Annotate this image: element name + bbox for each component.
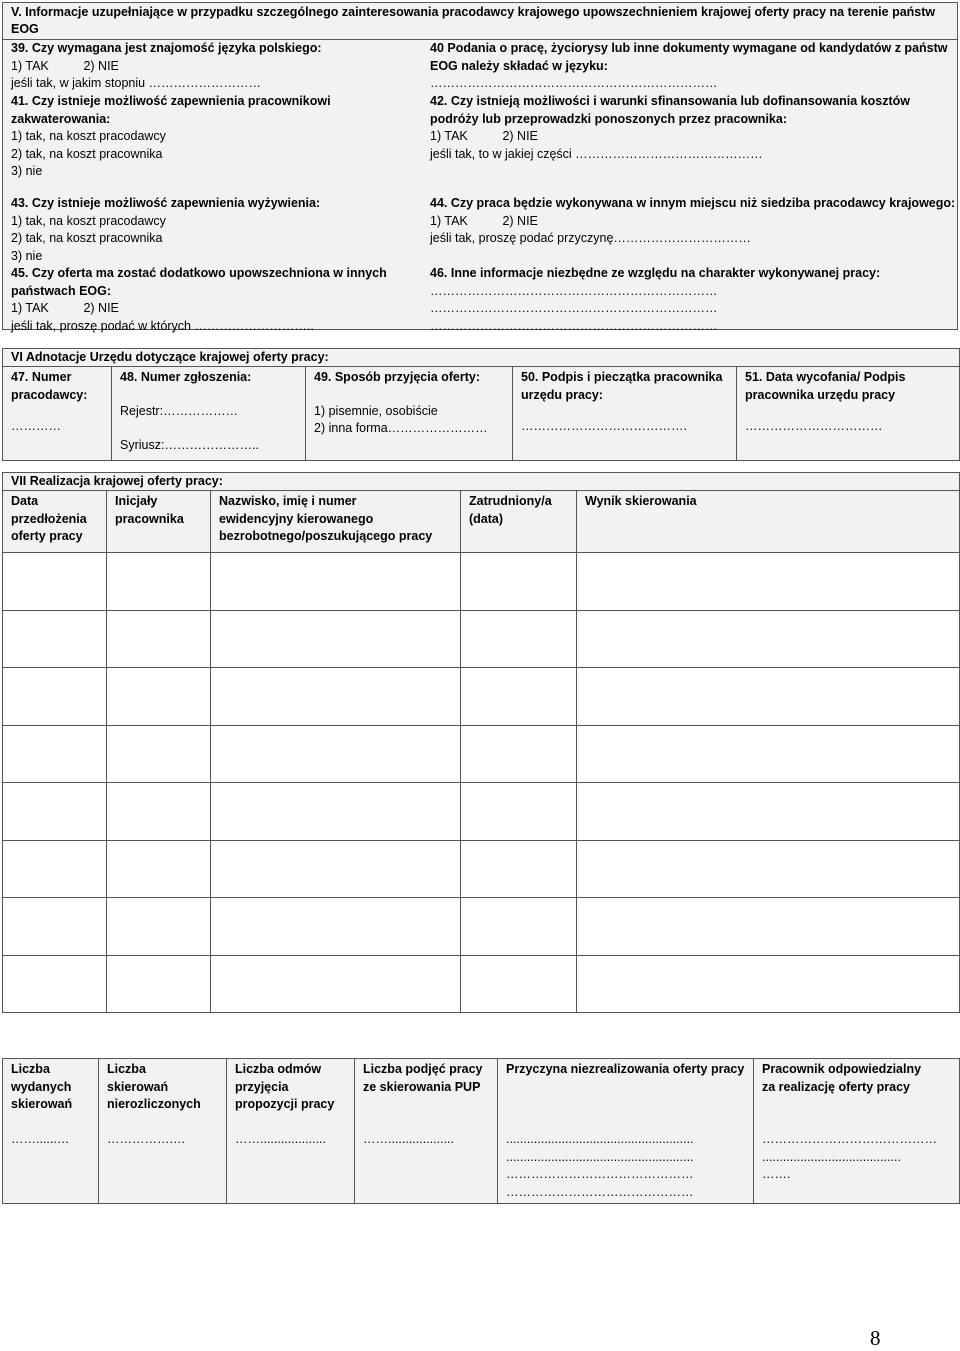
entry-cell[interactable] xyxy=(107,668,211,726)
section-vii-header-2: Nazwisko, imię i numer ewidencyjny kierowanego bezrobotnego/poszukującego pracy xyxy=(211,491,461,553)
section-vii-header-1: Inicjały pracownika xyxy=(107,491,211,553)
cell-48: 48. Numer zgłoszenia: Rejestr:……………… Syriusz:………………….. xyxy=(112,367,306,461)
summary-cell-4: Przyczyna niezrealizowania oferty pracy ...................................................... ...................................................... ……………………………………… ……………………………………… xyxy=(498,1059,754,1204)
table-row xyxy=(3,783,960,841)
table-row xyxy=(3,840,960,898)
section-vi-table xyxy=(2,348,960,461)
section-vii-title: VII Realizacja krajowej oferty pracy: xyxy=(11,474,223,488)
section-v xyxy=(2,2,958,333)
entry-cell[interactable] xyxy=(461,610,577,668)
table-row xyxy=(3,898,960,956)
summary-cell-1: Liczba skierowań nierozliczonych …………….… xyxy=(99,1059,227,1204)
cell-49: 49. Sposób przyjęcia oferty: 1) pisemnie, osobiście 2) inna forma…………………… xyxy=(306,367,513,461)
question-42: 42. Czy istnieją możliwości i warunki sfinansowania lub dofinansowania kosztów podróży lub przeprowadzki ponoszonych przez pracownika: 1) TAK 2) NIE jeśli tak, to w jakiej części ……………………………………… xyxy=(430,94,910,161)
section-vi-title: VI Adnotacje Urzędu dotyczące krajowej oferty pracy: xyxy=(11,350,329,364)
question-46: 46. Inne informacje niezbędne ze względu na charakter wykonywanej pracy: …………………………………………………………… …………………………………………………………… …………………………………………………………… xyxy=(430,266,881,333)
entry-cell[interactable] xyxy=(577,840,960,898)
summary-table xyxy=(2,1058,960,1204)
entry-cell[interactable] xyxy=(107,610,211,668)
question-44: 44. Czy praca będzie wykonywana w innym miejscu niż siedziba pracodawcy krajowego: 1) TAK 2) NIE jeśli tak, proszę podać przyczynę…………………………… xyxy=(430,196,956,245)
table-row xyxy=(3,725,960,783)
entry-cell[interactable] xyxy=(577,898,960,956)
table-row xyxy=(3,610,960,668)
entry-cell[interactable] xyxy=(107,725,211,783)
entry-cell[interactable] xyxy=(577,610,960,668)
entry-cell[interactable] xyxy=(577,955,960,1013)
entry-cell[interactable] xyxy=(461,840,577,898)
entry-cell[interactable] xyxy=(3,955,107,1013)
entry-cell[interactable] xyxy=(107,840,211,898)
entry-cell[interactable] xyxy=(211,955,461,1013)
summary-cell-2: Liczba odmów przyjęcia propozycji pracy ……................... xyxy=(227,1059,355,1204)
section-vii-header-3: Zatrudniony/a (data) xyxy=(461,491,577,553)
entry-cell[interactable] xyxy=(107,783,211,841)
entry-cell[interactable] xyxy=(461,955,577,1013)
section-vii-body xyxy=(3,553,960,1013)
entry-cell[interactable] xyxy=(461,725,577,783)
section-vi-title-cell xyxy=(3,349,960,367)
entry-cell[interactable] xyxy=(211,553,461,611)
entry-cell[interactable] xyxy=(577,783,960,841)
question-39: 39. Czy wymagana jest znajomość języka polskiego: 1) TAK 2) NIE jeśli tak, w jakim stopniu ……………………… xyxy=(11,41,322,90)
entry-cell[interactable] xyxy=(577,668,960,726)
cell-50: 50. Podpis i pieczątka pracownika urzędu pracy: …………………………………. xyxy=(513,367,737,461)
entry-cell[interactable] xyxy=(211,668,461,726)
entry-cell[interactable] xyxy=(461,668,577,726)
entry-cell[interactable] xyxy=(211,610,461,668)
section-vii-table xyxy=(2,472,960,1013)
section-vii-header-0: Data przedłożenia oferty pracy xyxy=(3,491,107,553)
table-row xyxy=(3,668,960,726)
table-row xyxy=(3,955,960,1013)
summary-cell-5: Pracownik odpowiedzialny za realizację oferty pracy …………………………………… ........................................ ……. xyxy=(754,1059,960,1204)
entry-cell[interactable] xyxy=(461,553,577,611)
question-41: 41. Czy istnieje możliwość zapewnienia pracownikowi zakwaterowania: 1) tak, na koszt pracodawcy 2) tak, na koszt pracownika 3) nie xyxy=(11,94,331,178)
cell-47: 47. Numer pracodawcy: ………… xyxy=(3,367,112,461)
entry-cell[interactable] xyxy=(577,725,960,783)
entry-cell[interactable] xyxy=(211,725,461,783)
entry-cell[interactable] xyxy=(3,610,107,668)
page-number: 8 xyxy=(870,1326,881,1350)
entry-cell[interactable] xyxy=(211,783,461,841)
section-vii-header-4: Wynik skierowania xyxy=(577,491,960,553)
entry-cell[interactable] xyxy=(461,783,577,841)
entry-cell[interactable] xyxy=(107,898,211,956)
entry-cell[interactable] xyxy=(3,553,107,611)
summary-cell-0: Liczba wydanych skierowań ……......… xyxy=(3,1059,99,1204)
entry-cell[interactable] xyxy=(107,955,211,1013)
section-vii-title-cell xyxy=(3,473,960,491)
question-43: 43. Czy istnieje możliwość zapewnienia wyżywienia: 1) tak, na koszt pracodawcy 2) tak, na koszt pracownika 3) nie xyxy=(11,196,321,263)
entry-cell[interactable] xyxy=(107,553,211,611)
question-45: 45. Czy oferta ma zostać dodatkowo upowszechniona w innych państwach EOG: 1) TAK 2) NIE jeśli tak, proszę podać w których ……………………….. xyxy=(11,266,387,333)
entry-cell[interactable] xyxy=(3,898,107,956)
question-40: 40 Podania o pracę, życiorysy lub inne dokumenty wymagane od kandydatów z państw EOG należy składać w języku: …………………………………………………………… xyxy=(430,41,948,90)
entry-cell[interactable] xyxy=(3,668,107,726)
entry-cell[interactable] xyxy=(577,553,960,611)
summary-cell-3: Liczba podjęć pracy ze skierowania PUP ……................... xyxy=(355,1059,498,1204)
entry-cell[interactable] xyxy=(211,840,461,898)
section-v-title: V. Informacje uzupełniające w przypadku szczególnego zainteresowania pracodawcy krajowego upowszechnieniem krajowej oferty pracy na terenie państw EOG xyxy=(11,5,936,36)
entry-cell[interactable] xyxy=(3,840,107,898)
entry-cell[interactable] xyxy=(3,783,107,841)
cell-51: 51. Data wycofania/ Podpis pracownika urzędu pracy …………………………… xyxy=(737,367,960,461)
section-v-header xyxy=(3,3,957,40)
section-vii-header-row xyxy=(3,491,960,553)
entry-cell[interactable] xyxy=(211,898,461,956)
entry-cell[interactable] xyxy=(461,898,577,956)
table-row xyxy=(3,553,960,611)
summary-row xyxy=(3,1059,960,1204)
entry-cell[interactable] xyxy=(3,725,107,783)
